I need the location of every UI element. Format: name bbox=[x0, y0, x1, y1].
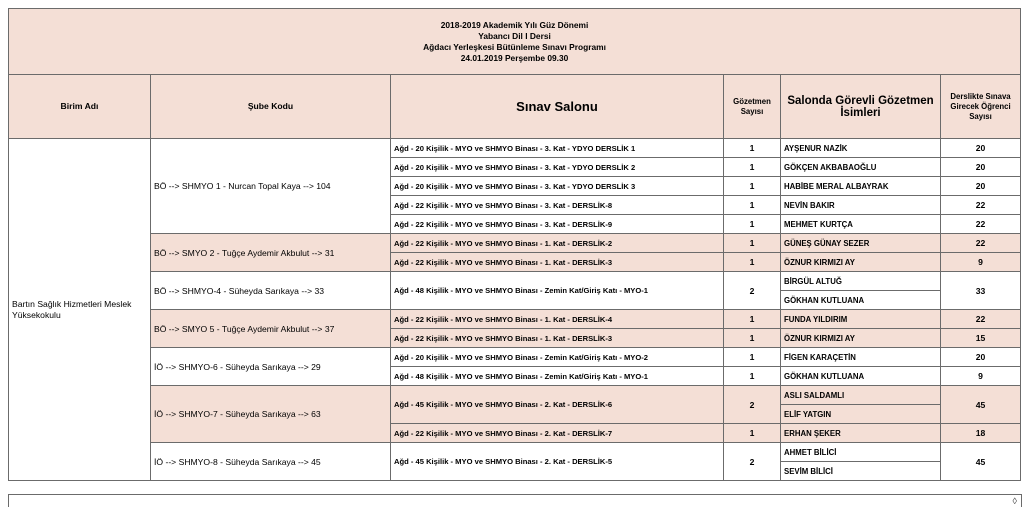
group-label: İÖ --> SHMYO-6 - Süheyda Sarıkaya --> 29 bbox=[151, 348, 391, 386]
header-row bbox=[9, 75, 1021, 139]
group-label: İÖ --> SHMYO-8 - Süheyda Sarıkaya --> 45 bbox=[151, 443, 391, 481]
student-count: 33 bbox=[941, 272, 1021, 310]
proctor-count: 2 bbox=[724, 386, 781, 424]
student-count: 9 bbox=[941, 253, 1021, 272]
student-count: 45 bbox=[941, 443, 1021, 481]
unit-name: Bartın Sağlık Hizmetleri Meslek Yüksekokulu bbox=[9, 139, 151, 481]
table-row bbox=[9, 310, 1021, 329]
next-table-edge bbox=[8, 494, 1022, 507]
exam-room: Ağd - 22 Kişilik - MYO ve SHMYO Binası - 1. Kat - DERSLİK-3 bbox=[391, 253, 724, 272]
proctor-count: 1 bbox=[724, 329, 781, 348]
proctor-name: HABİBE MERAL ALBAYRAK bbox=[781, 177, 941, 196]
proctor-name: GÖKHAN KUTLUANA bbox=[781, 367, 941, 386]
exam-room: Ağd - 20 Kişilik - MYO ve SHMYO Binası - 3. Kat - YDYO DERSLİK 3 bbox=[391, 177, 724, 196]
proctor-count: 1 bbox=[724, 158, 781, 177]
student-count: 22 bbox=[941, 215, 1021, 234]
proctor-count: 2 bbox=[724, 443, 781, 481]
student-count: 20 bbox=[941, 158, 1021, 177]
proctor-name: MEHMET KURTÇA bbox=[781, 215, 941, 234]
proctor-name: AHMET BİLİCİ bbox=[781, 443, 941, 462]
proctor-count: 1 bbox=[724, 139, 781, 158]
exam-room: Ağd - 22 Kişilik - MYO ve SHMYO Binası - 1. Kat - DERSLİK-2 bbox=[391, 234, 724, 253]
proctor-name: GÖKHAN KUTLUANA bbox=[781, 291, 941, 310]
header-gozetmen-isim: Salonda Görevli Gözetmen İsimleri bbox=[781, 75, 941, 139]
title-block bbox=[9, 9, 1021, 75]
header-birim: Birim Adı bbox=[9, 75, 151, 139]
header-gozetmen-sayisi: Gözetmen Sayısı bbox=[724, 75, 781, 139]
proctor-name: ASLI SALDAMLI bbox=[781, 386, 941, 405]
table-row bbox=[9, 272, 1021, 291]
group-label: BÖ --> SHMYO-4 - Süheyda Sarıkaya --> 33 bbox=[151, 272, 391, 310]
student-count: 18 bbox=[941, 424, 1021, 443]
proctor-name: GÖKÇEN AKBABAOĞLU bbox=[781, 158, 941, 177]
proctor-name: ERHAN ŞEKER bbox=[781, 424, 941, 443]
student-count: 22 bbox=[941, 234, 1021, 253]
exam-room: Ağd - 22 Kişilik - MYO ve SHMYO Binası - 1. Kat - DERSLİK-4 bbox=[391, 310, 724, 329]
exam-room: Ağd - 22 Kişilik - MYO ve SHMYO Binası - 3. Kat - DERSLİK-8 bbox=[391, 196, 724, 215]
group-label: BÖ --> SMYO 2 - Tuğçe Aydemir Akbulut --> 31 bbox=[151, 234, 391, 272]
exam-schedule-sheet bbox=[8, 8, 1020, 481]
proctor-count: 1 bbox=[724, 310, 781, 329]
proctor-name: AYŞENUR NAZİK bbox=[781, 139, 941, 158]
student-count: 22 bbox=[941, 196, 1021, 215]
student-count: 15 bbox=[941, 329, 1021, 348]
continuation-arrow-icon: ◊ bbox=[1012, 496, 1017, 506]
exam-room: Ağd - 20 Kişilik - MYO ve SHMYO Binası - 3. Kat - YDYO DERSLİK 2 bbox=[391, 158, 724, 177]
exam-room: Ağd - 22 Kişilik - MYO ve SHMYO Binası - 3. Kat - DERSLİK-9 bbox=[391, 215, 724, 234]
exam-room: Ağd - 45 Kişilik - MYO ve SHMYO Binası - 2. Kat - DERSLİK-5 bbox=[391, 443, 724, 481]
exam-room: Ağd - 22 Kişilik - MYO ve SHMYO Binası - 1. Kat - DERSLİK-3 bbox=[391, 329, 724, 348]
proctor-name: ÖZNUR KIRMIZI AY bbox=[781, 253, 941, 272]
student-count: 20 bbox=[941, 348, 1021, 367]
student-count: 20 bbox=[941, 139, 1021, 158]
proctor-count: 2 bbox=[724, 272, 781, 310]
table-row bbox=[9, 386, 1021, 405]
student-count: 9 bbox=[941, 367, 1021, 386]
proctor-count: 1 bbox=[724, 253, 781, 272]
proctor-count: 1 bbox=[724, 196, 781, 215]
proctor-count: 1 bbox=[724, 348, 781, 367]
header-salon: Sınav Salonu bbox=[391, 75, 724, 139]
table-row bbox=[9, 234, 1021, 253]
header-ogrenci-sayisi: Derslikte Sınava Girecek Öğrenci Sayısı bbox=[941, 75, 1021, 139]
proctor-count: 1 bbox=[724, 215, 781, 234]
proctor-name: ÖZNUR KIRMIZI AY bbox=[781, 329, 941, 348]
group-label: BÖ --> SMYO 5 - Tuğçe Aydemir Akbulut --> 37 bbox=[151, 310, 391, 348]
exam-room: Ağd - 20 Kişilik - MYO ve SHMYO Binası - Zemin Kat/Giriş Katı - MYO-2 bbox=[391, 348, 724, 367]
student-count: 20 bbox=[941, 177, 1021, 196]
proctor-name: SEVİM BİLİCİ bbox=[781, 462, 941, 481]
table-row bbox=[9, 443, 1021, 462]
proctor-count: 1 bbox=[724, 367, 781, 386]
table-row bbox=[9, 348, 1021, 367]
proctor-name: BİRGÜL ALTUĞ bbox=[781, 272, 941, 291]
title-line-2: Yabancı Dil I Dersi bbox=[478, 30, 551, 41]
group-label: İÖ --> SHMYO-7 - Süheyda Sarıkaya --> 63 bbox=[151, 386, 391, 443]
proctor-count: 1 bbox=[724, 424, 781, 443]
proctor-count: 1 bbox=[724, 177, 781, 196]
student-count: 45 bbox=[941, 386, 1021, 424]
table-row bbox=[9, 139, 1021, 158]
proctor-count: 1 bbox=[724, 234, 781, 253]
exam-room: Ağd - 20 Kişilik - MYO ve SHMYO Binası - 3. Kat - YDYO DERSLİK 1 bbox=[391, 139, 724, 158]
proctor-name: FUNDA YILDIRIM bbox=[781, 310, 941, 329]
group-label: BÖ --> SHMYO 1 - Nurcan Topal Kaya --> 104 bbox=[151, 139, 391, 234]
title-line-3: Ağdacı Yerleşkesi Bütünleme Sınavı Programı bbox=[423, 41, 606, 52]
exam-room: Ağd - 45 Kişilik - MYO ve SHMYO Binası - 2. Kat - DERSLİK-6 bbox=[391, 386, 724, 424]
proctor-name: NEVİN BAKIR bbox=[781, 196, 941, 215]
proctor-name: ELİF YATGIN bbox=[781, 405, 941, 424]
title-row bbox=[9, 9, 1021, 75]
header-sube: Şube Kodu bbox=[151, 75, 391, 139]
title-line-4: 24.01.2019 Perşembe 09.30 bbox=[460, 52, 569, 63]
proctor-name: FİGEN KARAÇETİN bbox=[781, 348, 941, 367]
title-line-1: 2018-2019 Akademik Yılı Güz Dönemi bbox=[440, 19, 589, 30]
student-count: 22 bbox=[941, 310, 1021, 329]
exam-room: Ağd - 48 Kişilik - MYO ve SHMYO Binası - Zemin Kat/Giriş Katı - MYO-1 bbox=[391, 272, 724, 310]
exam-room: Ağd - 48 Kişilik - MYO ve SHMYO Binası - Zemin Kat/Giriş Katı - MYO-1 bbox=[391, 367, 724, 386]
exam-schedule-table bbox=[8, 8, 1021, 481]
exam-room: Ağd - 22 Kişilik - MYO ve SHMYO Binası - 2. Kat - DERSLİK-7 bbox=[391, 424, 724, 443]
proctor-name: GÜNEŞ GÜNAY SEZER bbox=[781, 234, 941, 253]
